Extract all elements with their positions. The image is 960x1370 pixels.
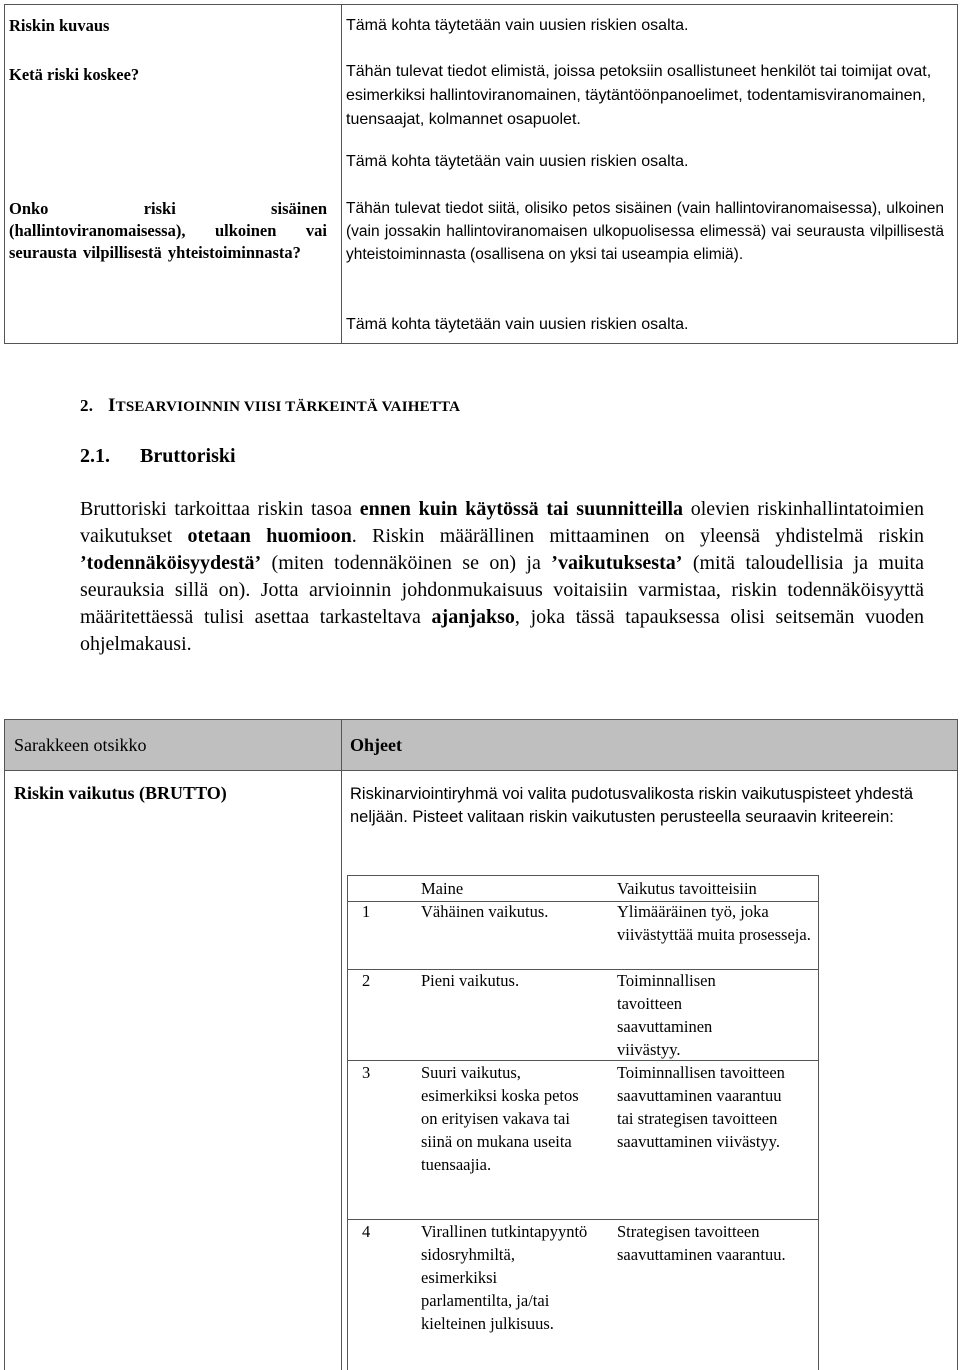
- criteria-num-1: 1: [362, 902, 371, 921]
- criteria-maine-4: Virallinen tutkintapyyntö sidosryhmiltä, esimerkiksi parlamentilta, ja/tai kielteinen julkisuus.: [421, 1222, 588, 1333]
- row-note-new-risks: Tämä kohta täytetään vain uusien riskien osalta.: [346, 17, 689, 34]
- criteria-vaikutus-1: Ylimääräinen työ, joka viivästyttää muita prosesseja.: [617, 902, 811, 944]
- criteria-num-2: 2: [362, 971, 371, 990]
- risk-description-table: [4, 4, 958, 344]
- row-label-keta-riski-koskee: Ketä riski koskee?: [9, 65, 140, 84]
- bruttoriski-paragraph: Bruttoriski tarkoittaa riskin tasoa ennen kuin käytössä tai suunnitteilla olevien riskinhallintatoimien vaikutukset otetaan huomioon. Riskin määrällinen mittaaminen on yleensä yhdistelmä riskin ’todennäköisyydestä’ (miten todennäköinen se on) ja ’vaikutuksesta’ (mitä taloudellisia ja muita seurauksia sillä on). Jotta arvioinnin johdonmukaisuus voitaisiin varmistaa, riskin todennäköisyyttä määritettäessä tulisi asettaa tarkasteltava ajanjakso, joka tässä tapauksessa olisi seitsemän vuoden ohjelmakausi.: [80, 498, 924, 655]
- criteria-vaikutus-4: Strategisen tavoitteen saavuttaminen vaarantuu.: [617, 1222, 786, 1264]
- criteria-maine-1: Vähäinen vaikutus.: [421, 902, 549, 921]
- table-header-row: [5, 720, 957, 771]
- criteria-vaikutus-3: Toiminnallisen tavoitteen saavuttaminen vaarantuu tai strategisen tavoitteen saavuttaminen viivästyy.: [617, 1063, 785, 1151]
- row-note-new-risks-2: Tämä kohta täytetään vain uusien riskien osalta.: [346, 153, 689, 170]
- criteria-maine-3: Suuri vaikutus, esimerkiksi koska petos on erityisen vakava tai siinä on mukana useita tuensaajia.: [421, 1063, 579, 1174]
- section-heading-2-1: 2.1. Bruttoriski: [80, 445, 236, 467]
- row-label-onko-riski-sisainen: Onko riski sisäinen (hallintoviranomaisessa), ulkoinen vai seurausta vilpillisestä yhteistoiminnasta?: [9, 199, 327, 262]
- col-header-vaikutus: Vaikutus tavoitteisiin: [617, 879, 757, 898]
- column-divider: [341, 5, 342, 343]
- column-divider: [341, 720, 342, 1370]
- row-note-new-risks-3: Tämä kohta täytetään vain uusien riskien osalta.: [346, 316, 689, 333]
- row-text-keta-riski-koskee: Tähän tulevat tiedot elimistä, joissa petoksiin osallistuneet henkilöt tai toimijat ovat, esimerkiksi hallintoviranomainen, täytäntöönpanoelimet, todentamisviranomainen, tuensaajat, kolmannet osapuolet.: [346, 63, 932, 128]
- criteria-num-3: 3: [362, 1063, 371, 1082]
- row-text-onko-riski-sisainen: Tähän tulevat tiedot siitä, olisiko petos sisäinen (vain hallintoviranomaisessa), ulkoinen (vain jossakin hallintoviranomaisen ulkopuolisessa elimessä) vai seurausta vilpillisestä yhteistoiminnasta (osallisena on yksi tai useampia elimiä).: [346, 200, 944, 263]
- header-sarakkeen-otsikko: Sarakkeen otsikko: [14, 735, 147, 755]
- header-ohjeet: Ohjeet: [350, 735, 402, 755]
- row-label-riskin-vaikutus: Riskin vaikutus (BRUTTO): [14, 783, 227, 803]
- criteria-num-4: 4: [362, 1222, 371, 1241]
- row-label-riskin-kuvaus: Riskin kuvaus: [9, 16, 110, 35]
- section-heading-2: 2. ITSEARVIOINNIN VIISI TÄRKEINTÄ VAIHETTA: [80, 395, 461, 416]
- col-header-maine: Maine: [421, 879, 464, 898]
- row-text-riskin-vaikutus: Riskinarviointiryhmä voi valita pudotusvalikosta riskin vaikutuspisteet yhdestä neljään. Pisteet valitaan riskin vaikutusten perusteella seuraavin kriteerein:: [350, 785, 914, 826]
- criteria-vaikutus-2: Toiminnallisen tavoitteen saavuttaminen viivästyy.: [617, 971, 716, 1059]
- criteria-maine-2: Pieni vaikutus.: [421, 971, 520, 990]
